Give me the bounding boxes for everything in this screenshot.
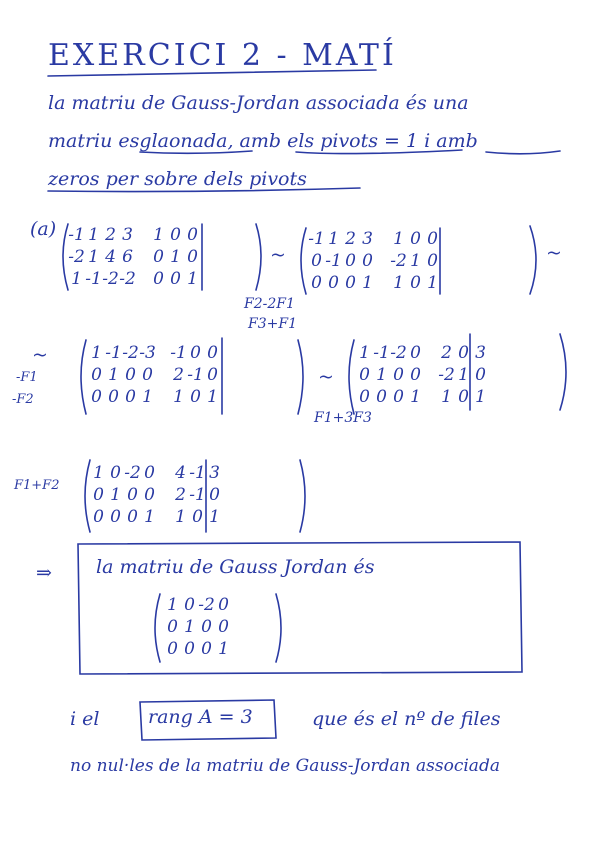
matrix-cell: 3 <box>122 225 133 245</box>
row-op-label: F2-2F1 <box>244 296 295 312</box>
intro-line-2: matriu esglaonada, amb els pivots = 1 i amb <box>48 130 478 152</box>
matrix-cell: 0 <box>91 365 102 385</box>
matrix-cell: 0 <box>410 229 421 249</box>
matrix-cell: -1 <box>68 225 85 245</box>
matrix-cell: -1 <box>170 343 187 363</box>
matrix-cell: 0 <box>110 463 121 483</box>
right-bracket <box>560 334 566 410</box>
matrix-cell: -2 <box>438 365 455 385</box>
right-bracket <box>298 340 303 414</box>
left-bracket <box>63 224 68 290</box>
matrix-cell: 0 <box>427 229 438 249</box>
row-op-label: -F2 <box>12 392 34 407</box>
matrix-cell: -2 <box>122 343 139 363</box>
approx-symbol: ~ <box>270 244 286 266</box>
underline <box>296 150 462 154</box>
matrix-cell: 2 <box>345 229 356 249</box>
matrix-cell: 0 <box>108 387 119 407</box>
matrix-cell: 0 <box>153 247 164 267</box>
matrix-cell: 1 <box>184 617 195 637</box>
matrix-cell: 3 <box>209 463 220 483</box>
matrix-cell: 0 <box>458 343 469 363</box>
matrix-cell: 1 <box>441 387 452 407</box>
matrix-cell: 1 <box>91 343 102 363</box>
matrix-cell: 0 <box>190 343 201 363</box>
matrix-cell: 0 <box>127 507 138 527</box>
matrix-cell: 1 <box>71 269 82 289</box>
matrix-cell: 0 <box>184 595 195 615</box>
left-bracket <box>85 460 90 532</box>
matrix-cell: 0 <box>167 617 178 637</box>
matrix-cell: 0 <box>167 639 178 659</box>
matrix-cell: 1 <box>175 507 186 527</box>
matrix-cell: 0 <box>125 365 136 385</box>
conclusion-prefix: i el <box>70 708 100 730</box>
approx-symbol: ~ <box>318 366 334 388</box>
rank-box <box>140 700 276 740</box>
matrix-cell: 1 <box>410 251 421 271</box>
matrix-cell: 0 <box>125 387 136 407</box>
matrix-cell: 1 <box>393 229 404 249</box>
matrix-cell: 1 <box>207 387 218 407</box>
matrix-cell: 0 <box>359 387 370 407</box>
matrix-cell: 0 <box>328 273 339 293</box>
matrix-cell: 1 <box>88 225 99 245</box>
row-op-label: F1+F2 <box>14 478 60 493</box>
row-op-label: F3+F1 <box>248 316 297 332</box>
approx-symbol: ~ <box>546 242 562 264</box>
conclusion-suffix: que és el nº de files <box>312 708 501 730</box>
matrix-cell: 1 <box>359 343 370 363</box>
matrix-cell: 4 <box>175 463 186 483</box>
conclusion-line-2: no nul·les de la matriu de Gauss-Jordan associada <box>70 756 500 776</box>
matrix-cell: 0 <box>201 639 212 659</box>
matrix-cell: -1 <box>308 229 325 249</box>
matrix-cell: 1 <box>218 639 229 659</box>
matrix-cell: -2 <box>119 269 136 289</box>
right-bracket <box>300 460 305 532</box>
right-bracket <box>276 594 281 662</box>
matrix-cell: 0 <box>345 251 356 271</box>
matrix-cell: 1 <box>142 387 153 407</box>
matrix-cell: 0 <box>376 387 387 407</box>
matrix-cell: 1 <box>328 229 339 249</box>
left-bracket <box>81 340 86 414</box>
matrix-cell: 1 <box>187 269 198 289</box>
matrix-cell: -2 <box>124 463 141 483</box>
matrix-cell: 0 <box>359 365 370 385</box>
matrix-cell: 1 <box>108 365 119 385</box>
matrix-cell: 6 <box>122 247 133 267</box>
matrix-cell: 2 <box>173 365 184 385</box>
matrix-cell: -1 <box>189 485 206 505</box>
matrix-cell: 0 <box>127 485 138 505</box>
matrix-cell: 1 <box>110 485 121 505</box>
intro-line-3: zeros per sobre dels pivots <box>48 168 307 190</box>
matrix-cell: 1 <box>393 273 404 293</box>
matrix-cell: -3 <box>139 343 156 363</box>
matrix-cell: 1 <box>410 387 421 407</box>
matrix-cell: 0 <box>184 639 195 659</box>
matrix-cell: 0 <box>91 387 102 407</box>
matrix-cell: 0 <box>201 617 212 637</box>
approx-symbol: ~ <box>32 344 48 366</box>
matrix-cell: 0 <box>345 273 356 293</box>
matrix-cell: -2 <box>198 595 215 615</box>
right-bracket <box>256 224 261 290</box>
matrix-cell: 0 <box>207 343 218 363</box>
matrix-cell: 1 <box>173 387 184 407</box>
matrix-cell: 0 <box>142 365 153 385</box>
matrix-cell: 1 <box>458 365 469 385</box>
underline <box>48 188 360 192</box>
left-bracket <box>349 340 354 414</box>
left-bracket <box>301 228 306 294</box>
matrix-cell: 0 <box>153 269 164 289</box>
row-op-label: -F1 <box>16 370 38 385</box>
matrix-cell: 1 <box>427 273 438 293</box>
matrix-cell: 3 <box>362 229 373 249</box>
matrix-cell: -2 <box>390 343 407 363</box>
matrix-cell: -1 <box>189 463 206 483</box>
exercise-title: EXERCICI 2 - MATÍ <box>48 38 397 73</box>
matrix-cell: -1 <box>373 343 390 363</box>
matrix-cell: 0 <box>187 225 198 245</box>
matrix-cell: 0 <box>475 365 486 385</box>
matrix-cell: 1 <box>88 247 99 267</box>
matrix-cell: 0 <box>209 485 220 505</box>
implies-arrow: ⇒ <box>36 562 52 584</box>
matrix-cell: 0 <box>190 387 201 407</box>
matrix-cell: 1 <box>153 225 164 245</box>
matrix-cell: -1 <box>85 269 102 289</box>
matrix-cell: 0 <box>311 251 322 271</box>
matrix-cell: 0 <box>410 343 421 363</box>
matrix-cell: 0 <box>393 387 404 407</box>
matrix-cell: -2 <box>102 269 119 289</box>
matrix-cell: 0 <box>170 269 181 289</box>
matrix-cell: 0 <box>93 485 104 505</box>
matrix-cell: 0 <box>93 507 104 527</box>
matrix-cell: 0 <box>410 365 421 385</box>
underline <box>140 151 252 153</box>
matrix-cell: 0 <box>144 485 155 505</box>
matrix-cell: 1 <box>170 247 181 267</box>
matrix-cell: 0 <box>218 617 229 637</box>
matrix-cell: 0 <box>393 365 404 385</box>
matrix-cell: 4 <box>105 247 116 267</box>
left-bracket <box>155 594 160 662</box>
matrix-cell: 0 <box>144 463 155 483</box>
row-op-label: F1+3F3 <box>314 410 372 426</box>
matrix-cell: 2 <box>105 225 116 245</box>
matrix-cell: -1 <box>105 343 122 363</box>
matrix-cell: 0 <box>187 247 198 267</box>
matrix-cell: -2 <box>390 251 407 271</box>
rank-result: rang A = 3 <box>148 706 253 728</box>
matrix-cell: 1 <box>93 463 104 483</box>
right-bracket <box>530 226 536 294</box>
matrix-cell: 0 <box>410 273 421 293</box>
matrix-cell: 0 <box>458 387 469 407</box>
matrix-cell: -2 <box>68 247 85 267</box>
matrix-cell: -1 <box>187 365 204 385</box>
matrix-cell: -1 <box>325 251 342 271</box>
matrix-cell: 1 <box>376 365 387 385</box>
part-label: (a) <box>30 218 57 240</box>
matrix-cell: 2 <box>175 485 186 505</box>
matrix-cell: 3 <box>475 343 486 363</box>
matrix-cell: 0 <box>192 507 203 527</box>
matrix-cell: 0 <box>427 251 438 271</box>
matrix-cell: 1 <box>209 507 220 527</box>
underline <box>486 151 560 154</box>
matrix-cell: 2 <box>441 343 452 363</box>
matrix-cell: 0 <box>110 507 121 527</box>
intro-line-1: la matriu de Gauss-Jordan associada és una <box>48 92 469 114</box>
matrix-cell: 1 <box>144 507 155 527</box>
matrix-cell: 1 <box>362 273 373 293</box>
result-box <box>78 542 522 674</box>
matrix-cell: 1 <box>475 387 486 407</box>
matrix-cell: 0 <box>362 251 373 271</box>
result-text: la matriu de Gauss Jordan és <box>96 556 375 578</box>
matrix-cell: 0 <box>170 225 181 245</box>
title-underline <box>48 70 376 76</box>
matrix-cell: 1 <box>167 595 178 615</box>
matrix-cell: 0 <box>218 595 229 615</box>
matrix-cell: 0 <box>311 273 322 293</box>
matrix-cell: 0 <box>207 365 218 385</box>
